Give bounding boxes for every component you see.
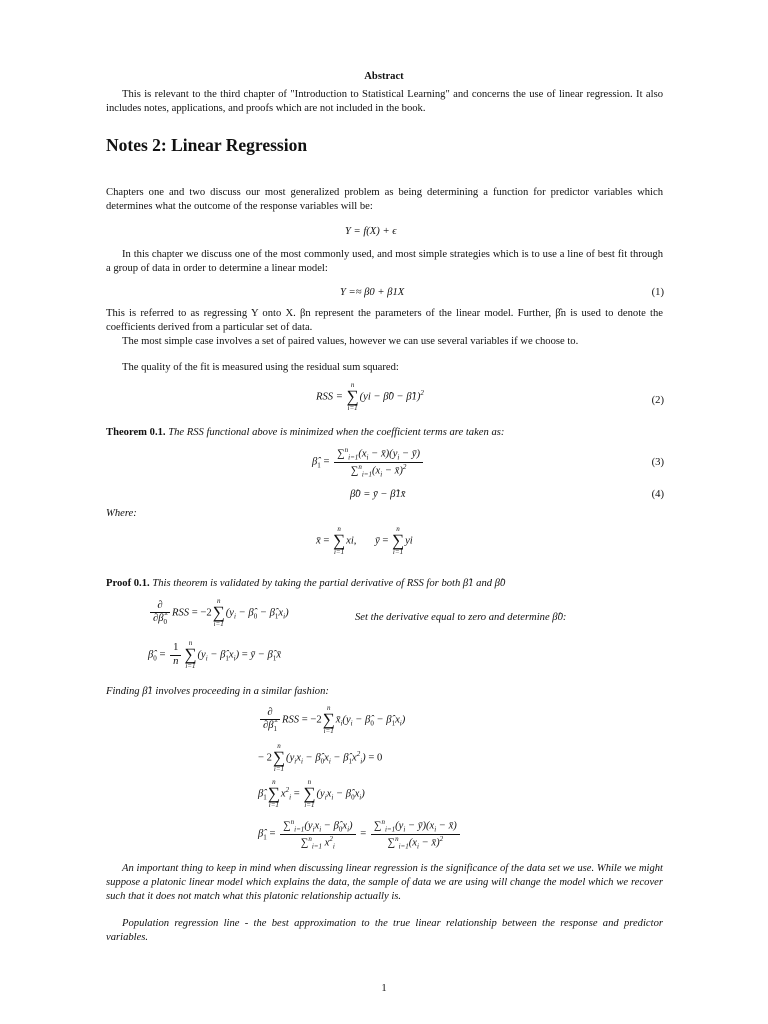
- equation-beta1-final: $\betâ_1$ = $\frac{\sum^n_{i=1}(y_ix_i - \betâ_0x_i)}{\sum^n_{i=1} x^2_i}$ = $\frac{\sum^n_{i=1}(y_i - ȳ)(x_i - x̄)}{\sum^n_{i=1}(x_i - x̄)^2}$: [258, 818, 462, 850]
- theorem-text: The RSS functional above is minimized when the coefficient terms are taken as:: [168, 427, 505, 438]
- theorem-block: [106, 426, 663, 440]
- equation-beta0-solution: $\betâ_0$ = $\frac{1}{n}$ n ∑ i=1 ($y_i$ − $\betâ_1x_i$) = ȳ − $\betâ_1x̄$: [148, 639, 282, 671]
- abstract-heading: Abstract: [364, 71, 404, 82]
- equation-number-4: (4): [651, 489, 664, 500]
- rss-lhs: RSS =: [316, 391, 343, 403]
- equation-partial-beta1: $\frac{\partial}{\partial\betâ_1}$ RSS = −2 n ∑ i=1 $x̄_i(y_i$ − $\betâ_0$ − $\betâ_1x_i$): [258, 705, 405, 735]
- closing-significance: An important thing to keep in mind when discussing linear regression is the significance of the data set we use. While we might suppose a platonic linear model which explains the data, the sample of data we are using will change the model which we recover such that it does not match what this platonic relationship actually is.: [106, 863, 663, 902]
- equation-normal: $\betâ_1$ n ∑ i=1 $x^2_i$ = n ∑ i=1 ($y_ix_i$ − $\betâ_0x_i$): [258, 778, 365, 810]
- equation-derivative-zero: − 2 n ∑ i=1 ($y_ix_i$ − $\betâ_0x_i$ − $\betâ_1x^2_i) = 0$: [258, 742, 383, 774]
- theorem-label: Theorem 0.1.: [106, 427, 166, 438]
- equation-number-1: (1): [651, 287, 664, 298]
- proof-label: Proof 0.1.: [106, 578, 150, 589]
- mean-x-body: xi,: [346, 535, 357, 547]
- equation-model: Y = f(X) + ϵ: [345, 226, 397, 237]
- proof-block: [106, 577, 663, 591]
- equation-linear: Y =≈ β0 + β1X: [340, 287, 405, 298]
- page-number: 1: [381, 983, 387, 994]
- paragraph-rss-intro: The quality of the fit is measured using the residual sum squared:: [122, 362, 399, 373]
- proof-finding-beta1: Finding β̂1 involves proceeding in a similar fashion:: [106, 686, 329, 697]
- rss-body: (yi − β̂0 − β̂1): [359, 391, 421, 403]
- proof-text: This theorem is validated by taking the partial derivative of RSS for both β̂1 and β̂0: [152, 578, 506, 589]
- equation-rss: RSS = n ∑ i=1 (yi − β̂0 − β̂1)$^2$: [316, 381, 424, 413]
- mean-y-body: yi: [405, 535, 413, 547]
- abstract-text: This is relevant to the third chapter of "Introduction to Statistical Learning" and concerns the use of linear regression. It also includes notes, applications, and proofs which are not included in the book.: [106, 89, 663, 114]
- paragraph-regressing: This is referred to as regressing Y onto X. βn represent the parameters of the linear model. Further, β̂n is used to denote the coefficients derived from a particular set of data.: [106, 308, 663, 333]
- closing-population-line: Population regression line - the best approximation to the true linear relationship between the response and predictor variables.: [106, 918, 663, 943]
- equation-number-2: (2): [651, 395, 664, 406]
- page-title: Notes 2: Linear Regression: [106, 135, 308, 155]
- paragraph-simple-case: The most simple case involves a set of paired values, however we can use several variables if we choose to.: [122, 336, 579, 347]
- proof-side-note: Set the derivative equal to zero and determine β̂0:: [355, 612, 567, 623]
- equation-means: x̄ = n ∑ i=1 xi, ȳ = n ∑ i=1 yi: [316, 525, 413, 557]
- summation-symbol: n ∑ i=1: [346, 381, 359, 413]
- paragraph-intro: Chapters one and two discuss our most generalized problem as being determining a function for predictor variables which determines what the outcome of the response variables will be:: [106, 187, 663, 212]
- paragraph-linear-model: In this chapter we discuss one of the most commonly used, and most simple strategies which is to use a line of best fit through a group of data in order to determine a linear model:: [106, 249, 663, 274]
- equation-beta1-hat: $\betâ_1$ = $\frac{\sum^n_{i=1}(x_i - x̄)(y_i - ȳ)}{\sum^n_{i=1}(x_i - x̄)^2}$: [312, 446, 425, 478]
- equation-partial-beta0: $\frac{\partial}{\partial\betâ_0}$ RSS = −2 n ∑ i=1 ($y_i$ − $\betâ_0$ − $\betâ_1x_i$): [148, 598, 289, 628]
- equation-beta0-hat: β̂0 = ȳ − β̂1x̄: [350, 489, 406, 500]
- where-label: Where:: [106, 508, 137, 519]
- equation-number-3: (3): [651, 457, 664, 468]
